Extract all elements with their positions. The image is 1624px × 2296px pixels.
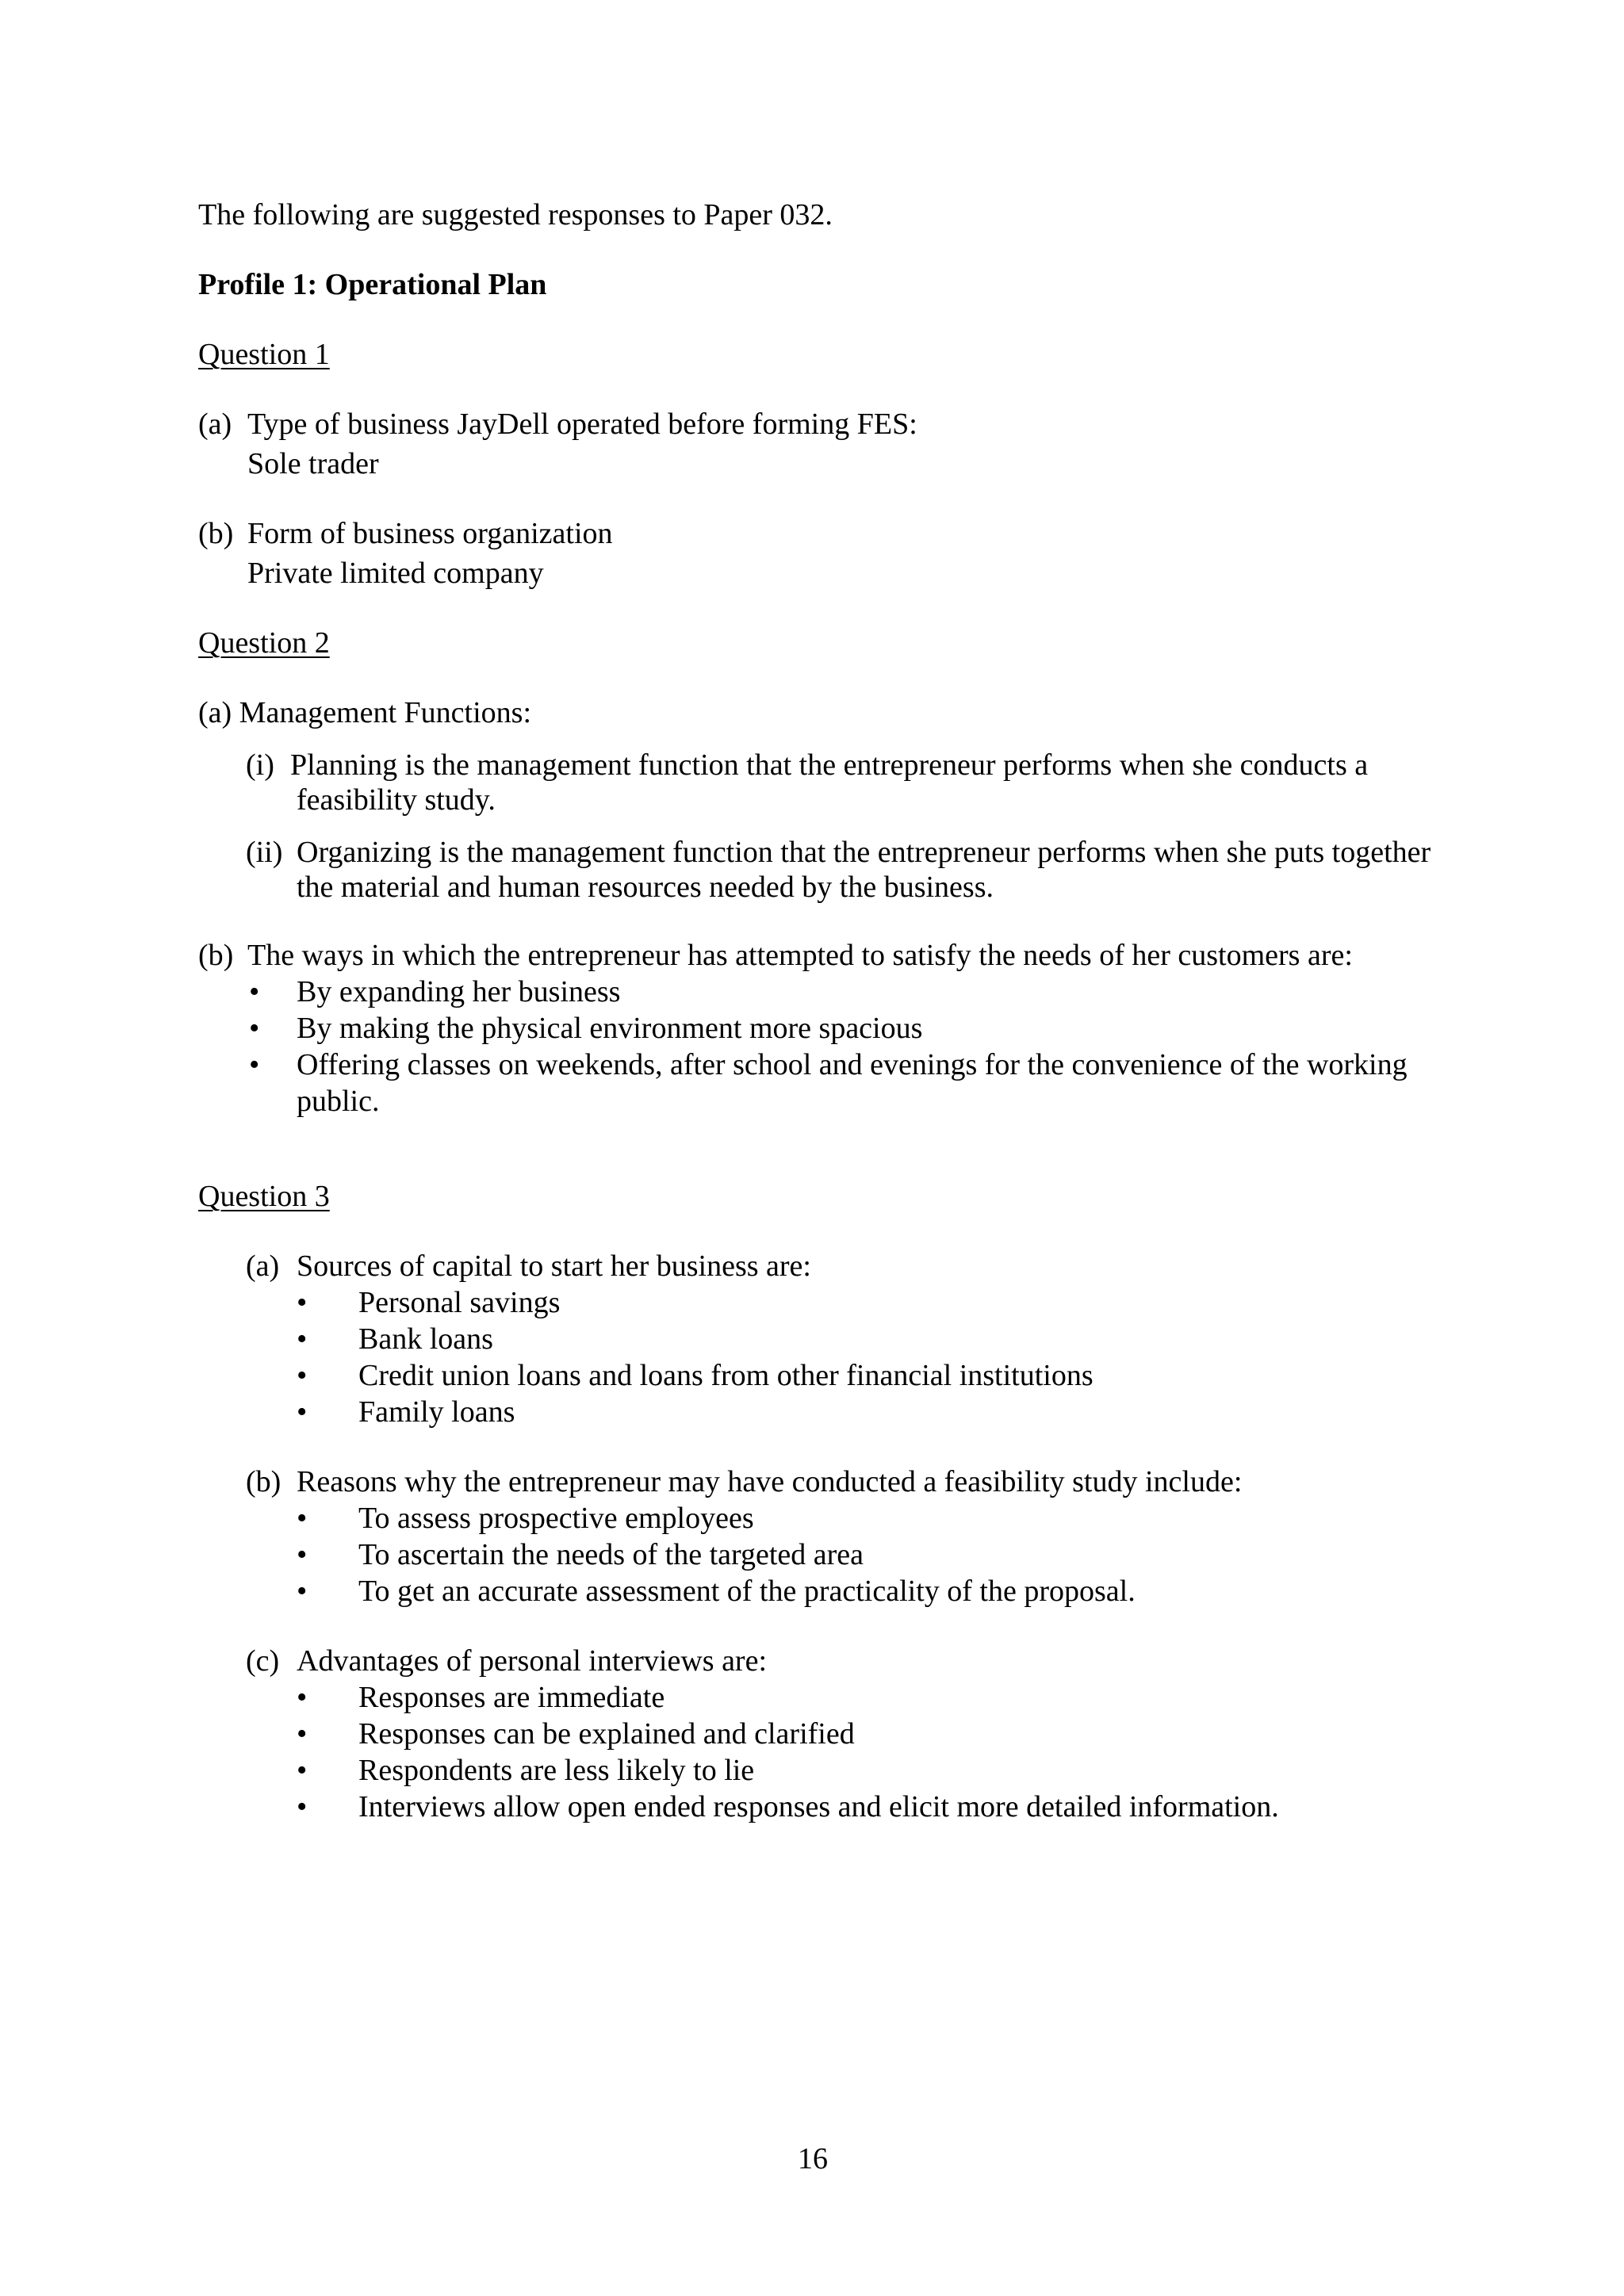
bullet-icon: • [297,1359,308,1392]
bullet-icon: • [297,1790,308,1823]
bullet-icon: • [297,1681,308,1714]
bullet-icon: • [297,1754,308,1787]
q2-a-i-marker: (i) [246,748,274,782]
bullet-icon: • [297,1395,308,1429]
q1-a-answer: Sole trader [247,447,379,480]
bullet-icon: • [249,975,260,1008]
q3-c-text: Advantages of personal interviews are: [297,1644,768,1678]
q2-b-marker: (b) [198,939,234,972]
q2-b-text: The ways in which the entrepreneur has attempted to satisfy the needs of her customers are: [247,939,1353,972]
q2-a-ii-line1: Organizing is the management function that the entrepreneur performs when she puts together [297,836,1431,869]
q3-b-marker: (b) [246,1465,282,1498]
q3-a-text: Sources of capital to start her business are: [297,1249,811,1283]
question-2-heading: Question 2 [198,626,330,660]
intro-text: The following are suggested responses to Paper 032. [198,198,833,232]
q2-a-ii-marker: (ii) [246,836,283,869]
q2-a-i-line1: Planning is the management function that the entrepreneur performs when she conducts a [290,748,1369,782]
q1-a-marker: (a) [198,408,232,441]
bullet-icon: • [297,1575,308,1608]
q1-b-marker: (b) [198,517,234,550]
q2-a-ii-line2: the material and human resources needed by the business. [297,871,994,904]
q2-a-text: (a) Management Functions: [198,696,532,729]
bullet-icon: • [297,1286,308,1319]
q3-c-marker: (c) [246,1644,280,1678]
question-3-heading: Question 3 [198,1180,330,1213]
bullet-icon: • [297,1538,308,1571]
page-number: 16 [798,2142,828,2175]
q3-b-text: Reasons why the entrepreneur may have conducted a feasibility study include: [297,1465,1243,1498]
question-1-heading: Question 1 [198,338,330,371]
bullet-icon: • [297,1502,308,1535]
q2-b-bullet3-continuation: public. [297,1085,380,1118]
q1-a-text: Type of business JayDell operated before forming FES: [247,408,917,441]
profile-title: Profile 1: Operational Plan [198,268,547,301]
bullet-icon: • [249,1012,260,1045]
q1-b-text: Form of business organization [247,517,613,550]
q1-b-answer: Private limited company [247,557,544,590]
bullet-icon: • [249,1048,260,1081]
bullet-icon: • [297,1717,308,1751]
q2-a-i-line2: feasibility study. [297,783,496,817]
bullet-icon: • [297,1322,308,1356]
q3-a-marker: (a) [246,1249,280,1283]
